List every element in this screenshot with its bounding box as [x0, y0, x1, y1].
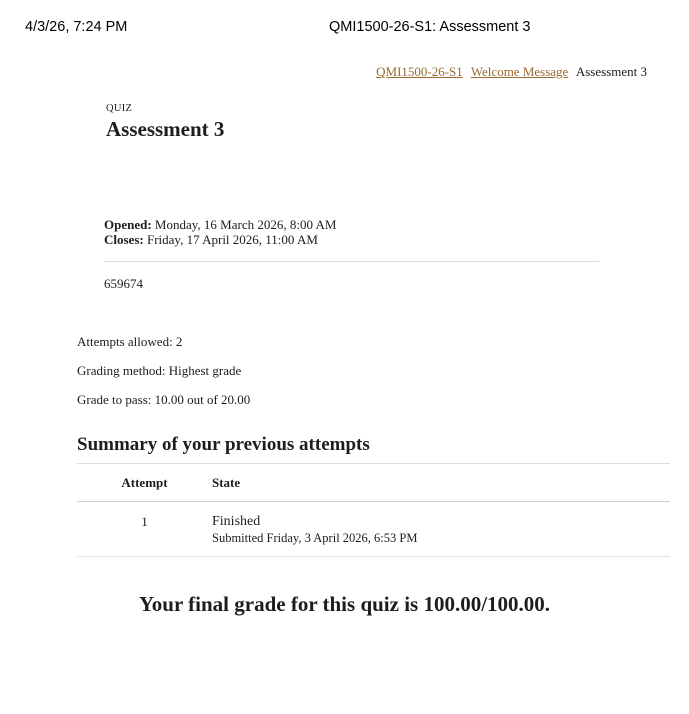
column-header-state: State	[212, 464, 670, 502]
page-title: Assessment 3	[106, 117, 225, 141]
table-header-row	[77, 464, 670, 502]
print-timestamp: 4/3/26, 7:24 PM	[25, 19, 128, 35]
opened-date	[104, 217, 336, 232]
breadcrumb-course-link[interactable]: QMI1500-26-S1	[376, 64, 463, 79]
table-row	[77, 502, 670, 557]
closes-label: Closes:	[104, 232, 144, 247]
print-page-title: QMI1500-26-S1: Assessment 3	[329, 19, 531, 35]
attempts-allowed: Attempts allowed: 2	[77, 334, 183, 349]
attempt-submitted: Submitted Friday, 3 April 2026, 6:53 PM	[212, 531, 418, 545]
closes-date	[104, 232, 336, 247]
grade-to-pass: Grade to pass: 10.00 out of 20.00	[77, 392, 251, 407]
summary-title: Summary of your previous attempts	[77, 434, 370, 455]
grading-method: Grading method: Highest grade	[77, 363, 242, 378]
opened-value: Monday, 16 March 2026, 8:00 AM	[154, 217, 337, 232]
attempts-table	[77, 463, 670, 557]
attempt-state: Finished	[212, 514, 261, 529]
opened-label: Opened:	[104, 217, 152, 232]
breadcrumb-section-link[interactable]: Welcome Message	[470, 64, 569, 79]
quiz-dates	[104, 217, 336, 247]
final-grade: Your final grade for this quiz is 100.00/100.00.	[138, 592, 551, 616]
quiz-code: 659674	[104, 276, 143, 291]
closes-value: Friday, 17 April 2026, 11:00 AM	[146, 232, 318, 247]
breadcrumb	[376, 64, 647, 80]
attempt-number: 1	[77, 502, 212, 557]
print-header	[0, 19, 689, 39]
activity-type-label: QUIZ	[106, 103, 133, 114]
divider	[104, 261, 599, 262]
column-header-attempt: Attempt	[77, 464, 212, 502]
attempt-state-cell	[212, 502, 670, 557]
breadcrumb-current: Assessment 3	[575, 64, 647, 79]
